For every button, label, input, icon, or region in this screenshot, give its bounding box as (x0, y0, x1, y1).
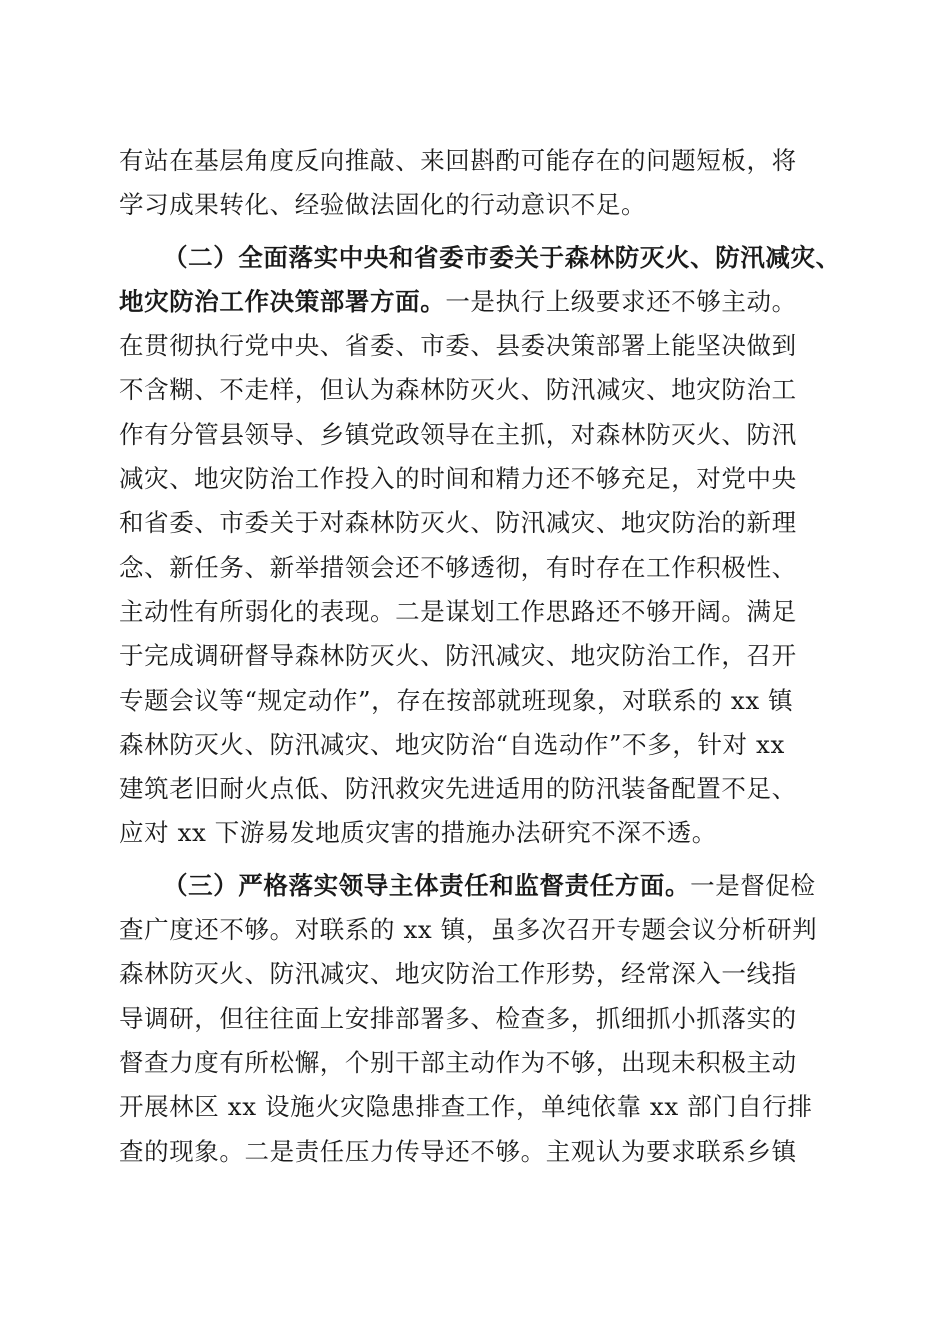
text-line: 在贯彻执行党中央、省委、市委、县委决策部署上能坚决做到 (119, 331, 797, 361)
text-line: 主动性有所弱化的表现。二是谋划工作思路还不够开阔。满足 (119, 596, 797, 626)
section-heading-3: （三）严格落实领导主体责任和监督责任方面。 (163, 870, 691, 900)
section-heading-2-cont: 地灾防治工作决策部署方面。 (119, 286, 446, 316)
text-line: 减灾、地灾防治工作投入的时间和精力还不够充足，对党中央 (119, 464, 797, 494)
section-heading-2: （二）全面落实中央和省委市委关于森林防灭火、防汛减灾、 (163, 242, 841, 272)
text-line: 于完成调研督导森林防灭火、防汛减灾、地灾防治工作，召开 (119, 641, 797, 671)
text-line: 学习成果转化、经验做法固化的行动意识不足。 (119, 190, 647, 220)
text-line: 和省委、市委关于对森林防灭火、防汛减灾、地灾防治的新理 (119, 508, 797, 538)
text-line: 森林防灭火、防汛减灾、地灾防治“自选动作”不多，针对 xx (119, 729, 785, 759)
text-line: 督查力度有所松懈，个别干部主动作为不够，出现未积极主动 (119, 1047, 797, 1077)
text-line: 查的现象。二是责任压力传导还不够。主观认为要求联系乡镇 (119, 1136, 797, 1166)
paragraph-gap (119, 228, 839, 236)
text-line: 不含糊、不走样，但认为森林防灭火、防汛减灾、地灾防治工 (119, 375, 797, 405)
text-run: 一是执行上级要求还不够主动。 (445, 286, 797, 316)
text-line: 森林防灭火、防汛减灾、地灾防治工作形势，经常深入一线指 (119, 959, 797, 989)
text-line: 应对 xx 下游易发地质灾害的措施办法研究不深不透。 (119, 818, 717, 848)
paragraph-gap (119, 856, 839, 864)
text-line: 有站在基层角度反向推敲、来回斟酌可能存在的问题短板，将 (119, 146, 797, 175)
text-line: 作有分管县领导、乡镇党政领导在主抓，对森林防灭火、防汛 (119, 419, 797, 449)
text-line: 念、新任务、新举措领会还不够透彻，有时存在工作积极性、 (119, 552, 797, 582)
text-line: 专题会议等“规定动作”，存在按部就班现象，对联系的 xx 镇 (119, 685, 794, 715)
document-body (119, 139, 839, 1174)
text-line: 查广度还不够。对联系的 xx 镇，虽多次召开专题会议分析研判 (119, 915, 818, 945)
text-line: 开展林区 xx 设施火灾隐患排查工作，单纯依靠 xx 部门自行排 (119, 1092, 813, 1122)
text-line: 导调研，但往往面上安排部署多、检查多，抓细抓小抓落实的 (119, 1003, 797, 1033)
text-line (119, 280, 839, 324)
text-line (119, 864, 839, 908)
text-line: 建筑老旧耐火点低、防汛救灾先进适用的防汛装备配置不足、 (119, 774, 797, 804)
text-run: 一是督促检 (690, 870, 816, 900)
